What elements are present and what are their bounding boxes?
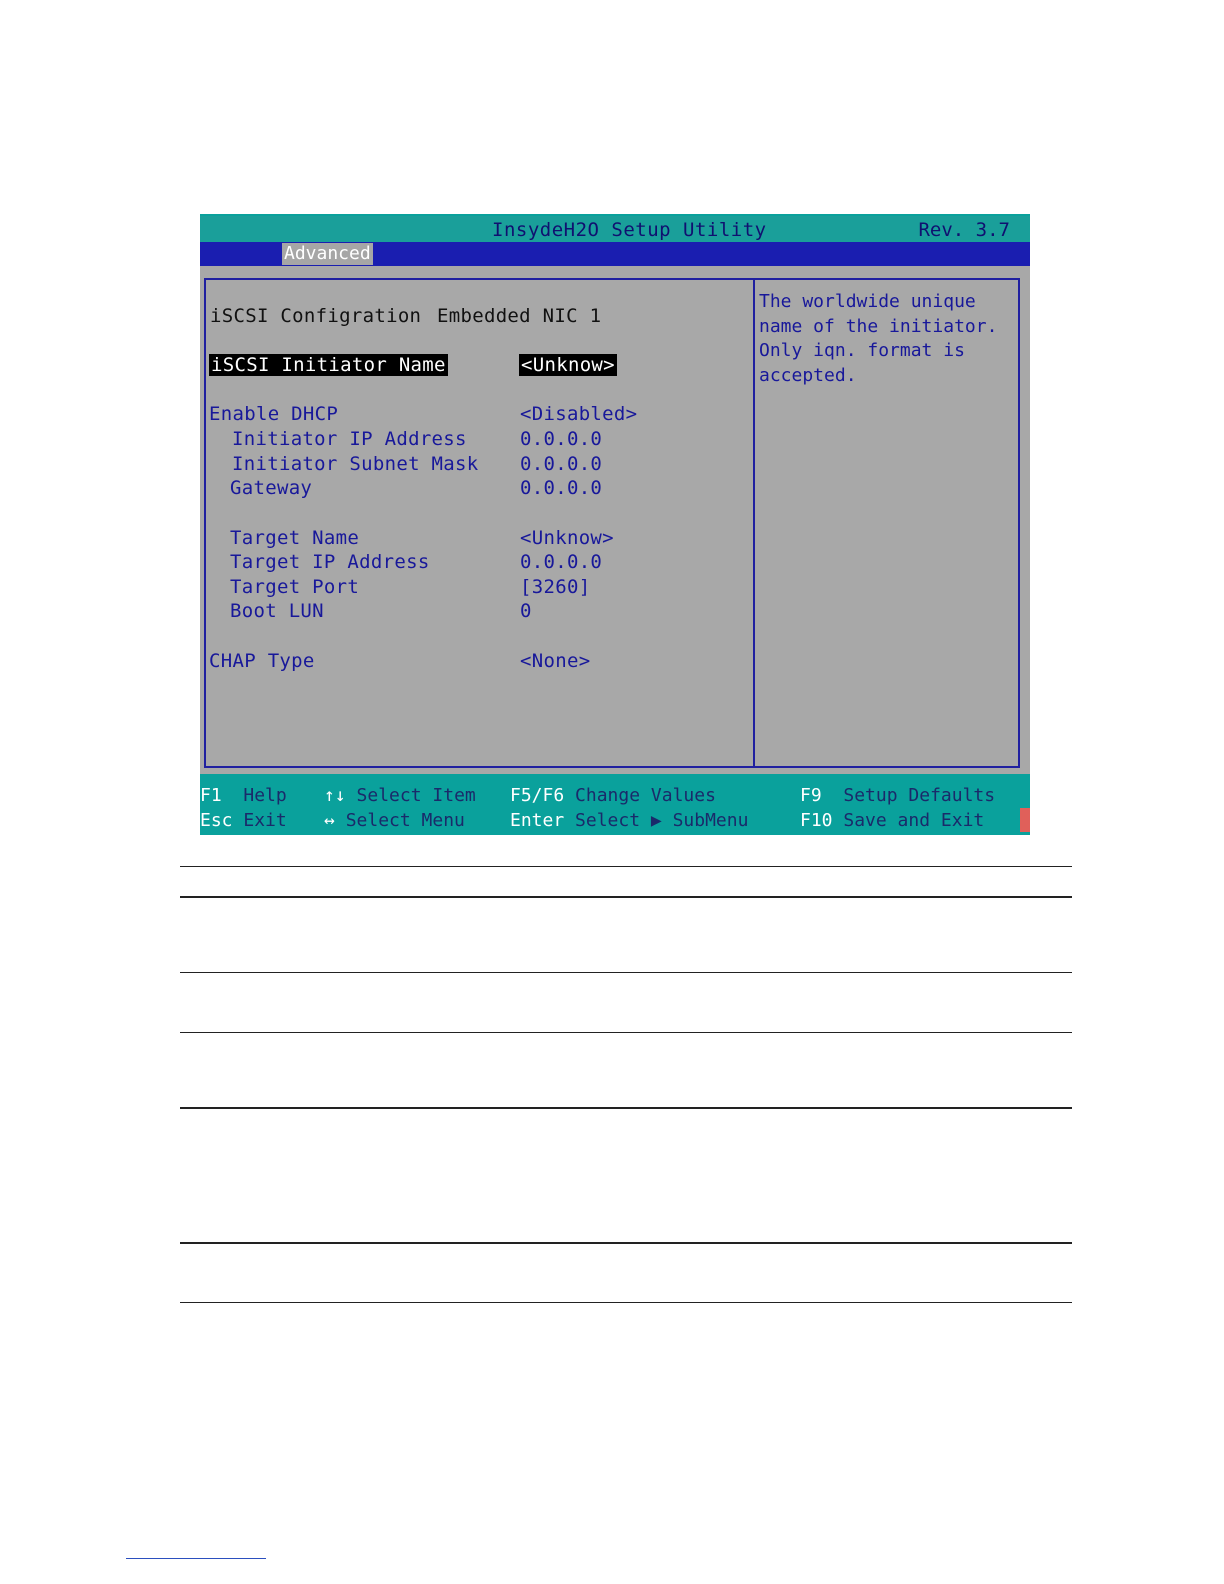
title-bar	[200, 216, 1030, 242]
key-f10: F10 Save and Exit	[800, 810, 985, 831]
item-subnet-mask-value[interactable]: 0.0.0.0	[520, 453, 603, 475]
item-initiator-name-label[interactable]: iSCSI Initiator Name	[211, 354, 446, 376]
key-esc: Esc Exit	[200, 810, 287, 831]
key-f1: F1 Help	[200, 785, 287, 806]
key-f5f6: F5/F6 Change Values	[510, 785, 716, 806]
item-boot-lun-label[interactable]: Boot LUN	[230, 600, 324, 622]
item-chap-type-label[interactable]: CHAP Type	[209, 650, 315, 672]
key-legend	[200, 780, 1030, 835]
item-initiator-name-value[interactable]: <Unknow>	[521, 354, 615, 376]
table-rule	[180, 1107, 1072, 1109]
item-enable-dhcp-label[interactable]: Enable DHCP	[209, 403, 339, 425]
tab-advanced[interactable]: Advanced	[284, 243, 371, 264]
table-rule	[180, 1032, 1072, 1033]
item-target-port-value[interactable]: [3260]	[520, 576, 591, 598]
item-target-name-label[interactable]: Target Name	[230, 527, 360, 549]
item-target-name-value[interactable]: <Unknow>	[520, 527, 614, 549]
item-subnet-mask-label[interactable]: Initiator Subnet Mask	[232, 453, 479, 475]
menu-bar	[200, 242, 1030, 266]
table-rule	[180, 1302, 1072, 1303]
table-rule	[180, 866, 1072, 867]
item-enable-dhcp-value[interactable]: <Disabled>	[520, 403, 638, 425]
nic-label: Embedded NIC 1	[437, 305, 602, 327]
item-target-ip-value[interactable]: 0.0.0.0	[520, 551, 603, 573]
table-rule	[180, 972, 1072, 973]
key-enter: Enter Select ▶ SubMenu	[510, 810, 749, 831]
footer-corner-mark	[1020, 808, 1030, 832]
item-gateway-value[interactable]: 0.0.0.0	[520, 477, 603, 499]
revision-label: Rev. 3.7	[918, 219, 1010, 241]
item-initiator-ip-label[interactable]: Initiator IP Address	[232, 428, 467, 450]
item-chap-type-value[interactable]: <None>	[520, 650, 591, 672]
item-gateway-label[interactable]: Gateway	[230, 477, 313, 499]
item-target-port-label[interactable]: Target Port	[230, 576, 360, 598]
item-target-ip-label[interactable]: Target IP Address	[230, 551, 430, 573]
table-rule	[180, 896, 1072, 898]
section-title: iSCSI Configration	[210, 305, 422, 327]
help-divider	[753, 278, 755, 768]
key-f9: F9 Setup Defaults	[800, 785, 996, 806]
settings-panel	[200, 266, 1030, 774]
table-rule	[180, 1242, 1072, 1244]
key-leftright: ↔ Select Menu	[324, 810, 465, 831]
item-initiator-ip-value[interactable]: 0.0.0.0	[520, 428, 603, 450]
help-text: The worldwide unique name of the initiator. Only iqn. format is accepted.	[759, 291, 998, 386]
footnote-separator	[126, 1558, 266, 1559]
key-updown: ↑↓ Select Item	[324, 785, 476, 806]
item-boot-lun-value[interactable]: 0	[520, 600, 532, 622]
bios-setup-screenshot	[200, 214, 1030, 835]
window-title: InsydeH2O Setup Utility	[492, 219, 767, 241]
